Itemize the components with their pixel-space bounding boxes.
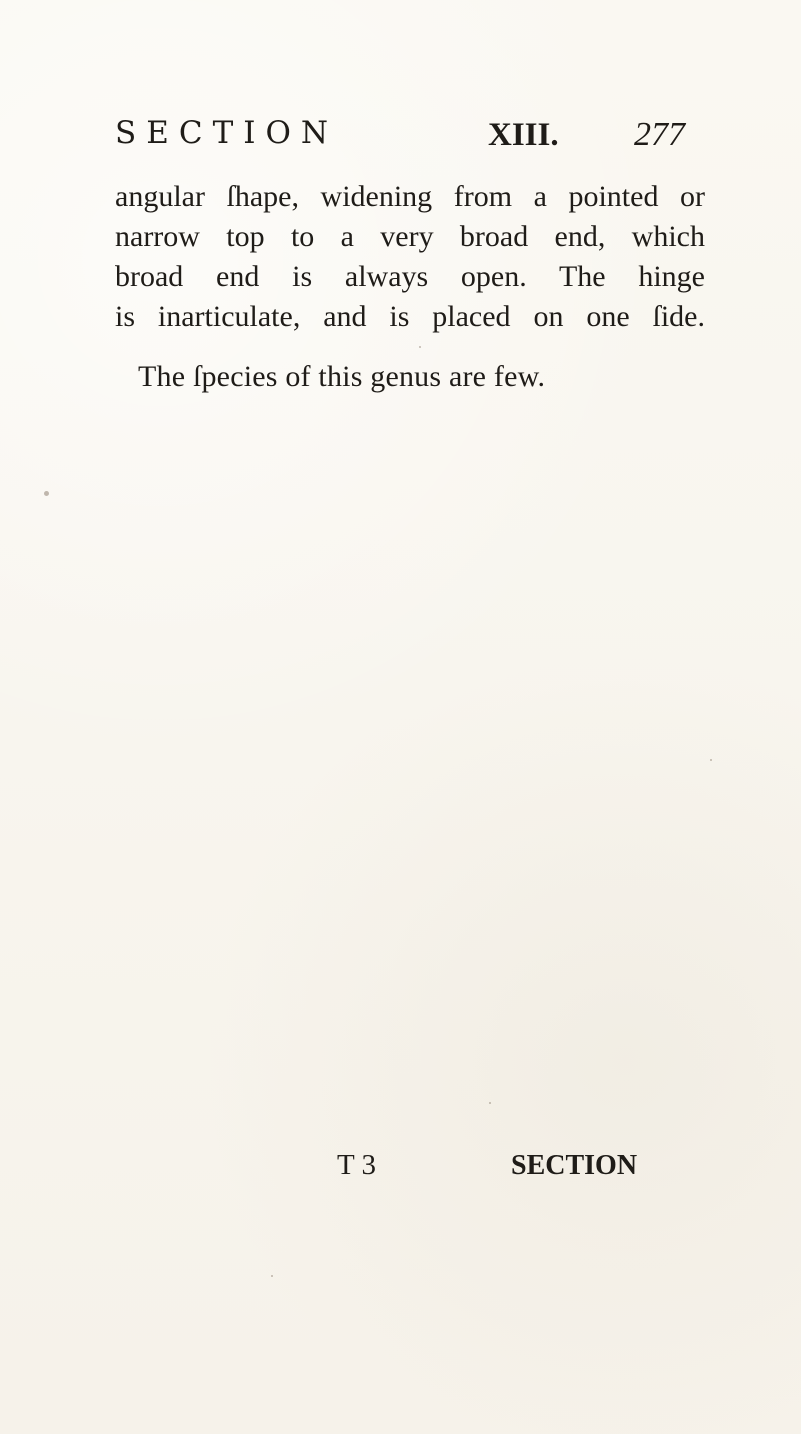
text-line: The ſpecies of this genus are few. — [138, 360, 546, 393]
paper-speck — [710, 759, 712, 761]
text-line: angular ſhape, widening from a pointed or — [115, 180, 705, 213]
running-head — [115, 115, 705, 164]
paper-speck — [419, 346, 421, 348]
page-number: 277 — [634, 116, 685, 153]
section-number: XIII. — [488, 117, 559, 153]
text-line: broad end is always open. The hinge — [115, 260, 705, 293]
paper-speck — [489, 1102, 491, 1104]
signature-mark: T 3 — [337, 1149, 376, 1181]
text-line: narrow top to a very broad end, which — [115, 220, 705, 253]
paper-speck — [44, 491, 49, 496]
paper-speck — [271, 1275, 273, 1277]
text-line: is inarticulate, and is placed on one ſide. — [115, 300, 705, 333]
section-heading: SECTION — [115, 115, 339, 151]
catchword: SECTION — [511, 1150, 638, 1181]
